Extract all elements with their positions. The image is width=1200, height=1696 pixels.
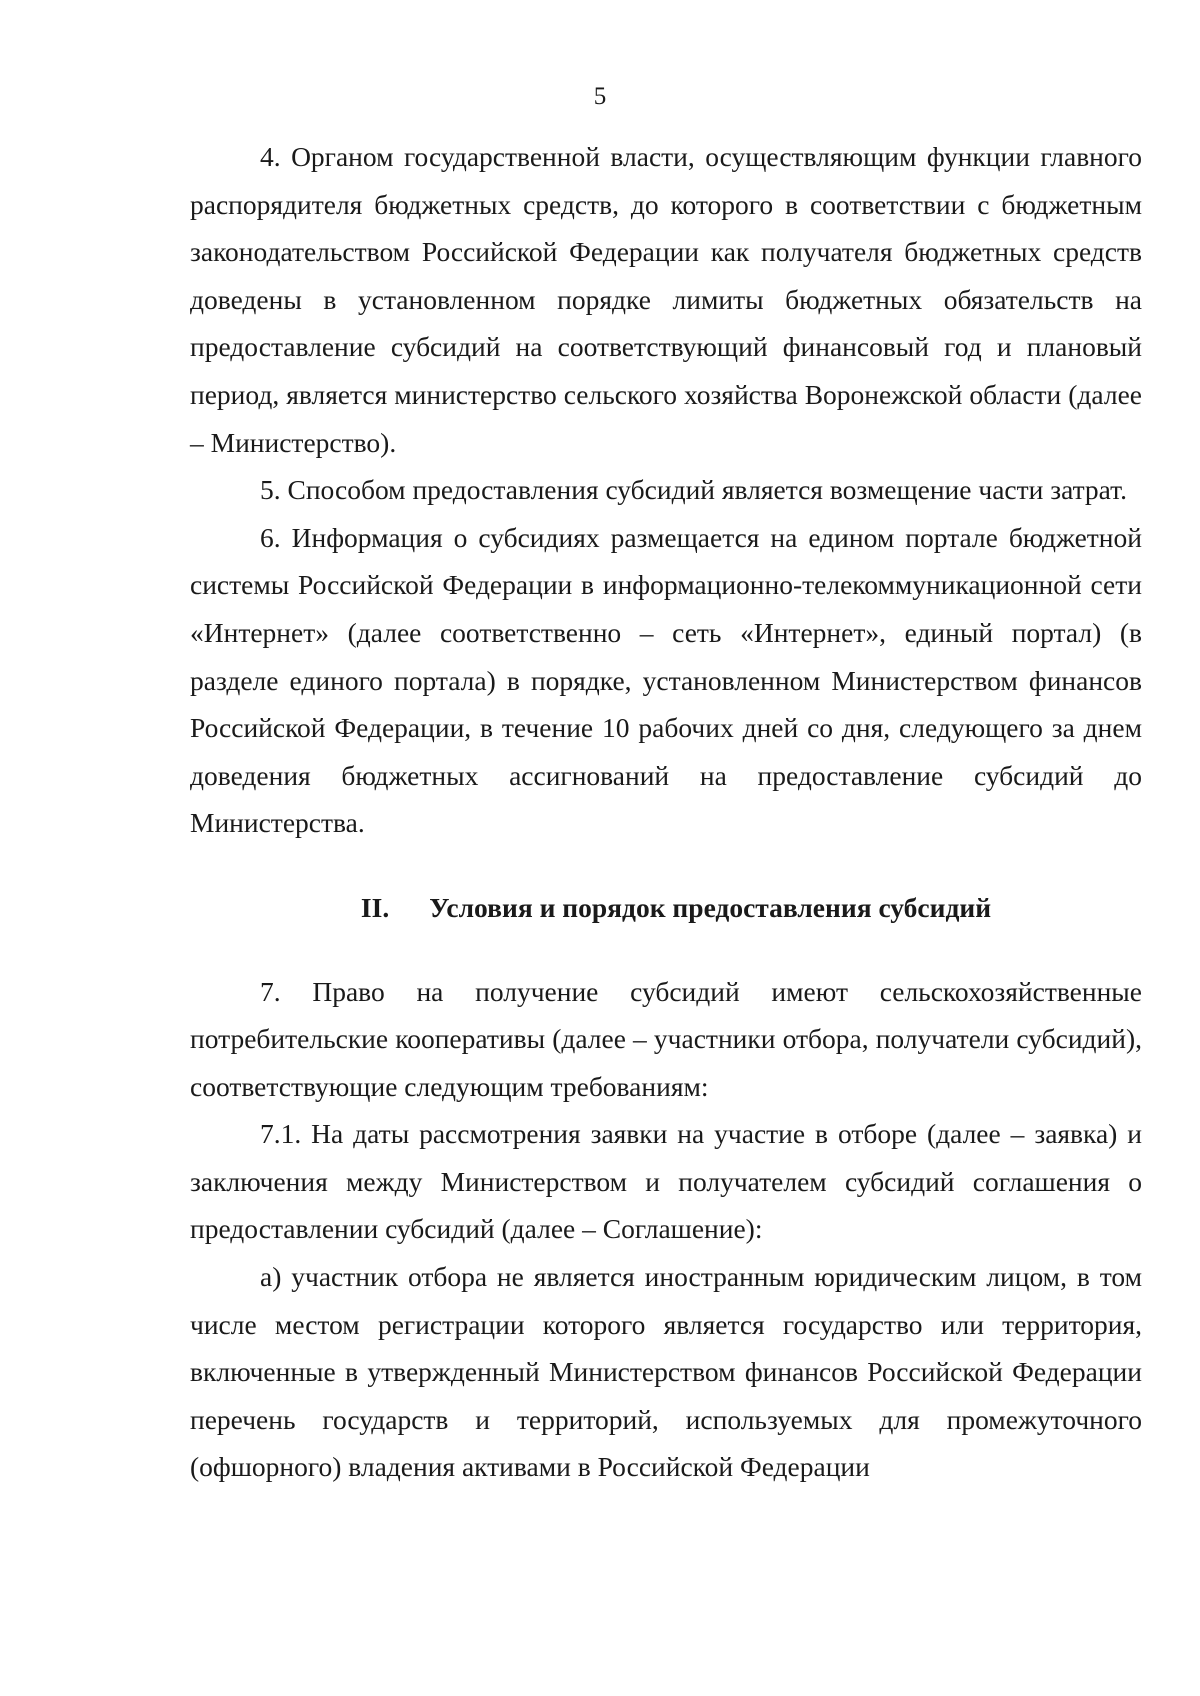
paragraph-7-1: 7.1. На даты рассмотрения заявки на участие в отборе (далее – заявка) и заключения между Министерством и получателем субсидий соглашения о предоставлении субсидий (далее – Соглашение): [190, 1118, 1142, 1245]
page-number: 5 [593, 83, 607, 110]
paragraph-7: 7. Право на получение субсидий имеют сельскохозяйственные потребительские кооперативы (далее – участники отбора, получатели субсидий), соответствующие следующим требованиям: [190, 975, 1142, 1102]
paragraph-6: 6. Информация о субсидиях размещается на едином портале бюджетной системы Российской Федерации в информационно-телекоммуникационной сети «Интернет» (далее соответственно – сеть «Интернет», единый портал) (в разделе единого портала) в порядке, установленном Министерством финансов Российской Федерации, в течение 10 рабочих дней со дня, следующего за днем доведения бюджетных ассигнований на предоставление субсидий до Министерства. [190, 521, 1142, 839]
paragraph-4: 4. Органом государственной власти, осуществляющим функции главного распорядителя бюджетных средств, до которого в соответствии с бюджетным законодательством Российской Федерации как получателя бюджетных средств доведены в установленном порядке лимиты бюджетных обязательств на предоставление субсидий на соответствующий финансовый год и плановый период, является министерство сельского хозяйства Воронежской области (далее – Министерство). [190, 141, 1142, 458]
spacer [190, 932, 1142, 968]
spacer [190, 847, 1142, 884]
section-heading [190, 884, 1142, 932]
paragraph-5: 5. Способом предоставления субсидий является возмещение части затрат. [260, 474, 1127, 506]
paragraph-7-1-a: а) участник отбора не является иностранным юридическим лицом, в том числе местом регистрации которого является государство или территория, включенные в утвержденный Министерством финансов Российской Федерации перечень государств и территорий, используемых для промежуточного (офшорного) владения активами в Российской Федерации [190, 1261, 1142, 1483]
section-number: II. [360, 891, 390, 923]
section-title: Условия и порядок предоставления субсидий [429, 891, 992, 923]
document-body [190, 133, 1142, 1491]
